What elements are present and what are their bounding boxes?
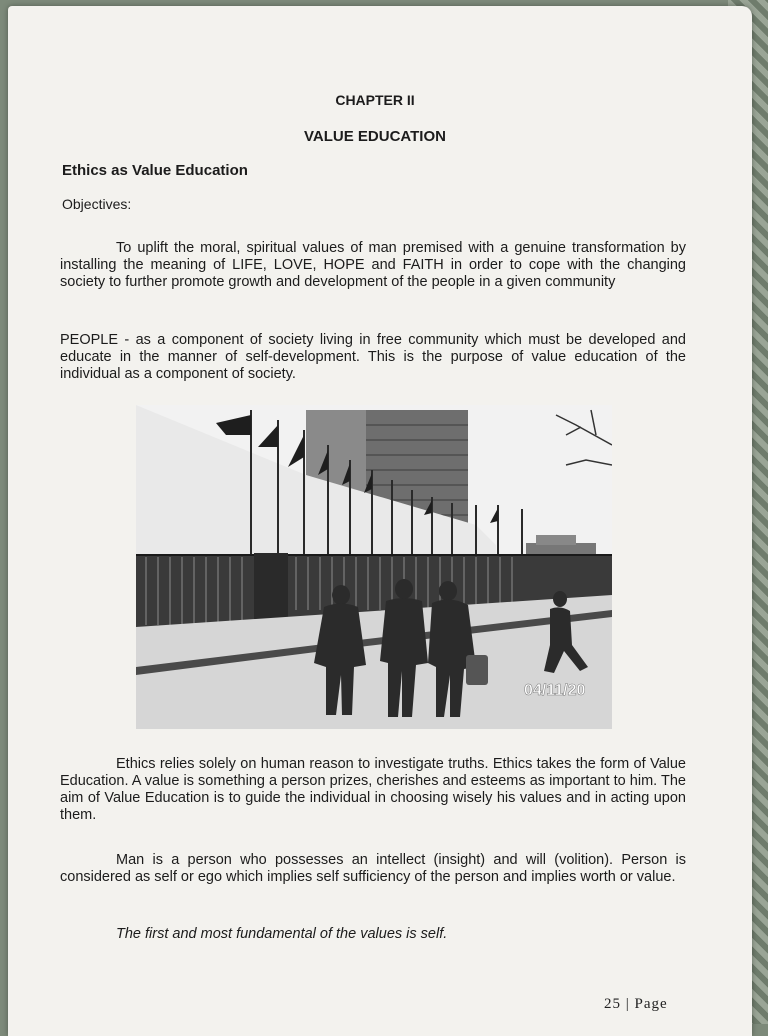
objectives-paragraph: To uplift the moral, spiritual values of man premised with a genuine transformation by installing the meaning of LIFE, LOVE, HOPE and FAITH in order to cope with the changing society to further promote growth and development of the people in a given community	[60, 240, 686, 290]
section-heading: Ethics as Value Education	[62, 162, 248, 179]
man-paragraph: Man is a person who possesses an intellect (insight) and will (volition). Person is considered as self or ego which implies self sufficiency of the person and implies worth or value.	[60, 852, 686, 885]
page-title: VALUE EDUCATION	[304, 128, 446, 145]
page-number: 25 | Page	[604, 996, 668, 1012]
objectives-label: Objectives:	[62, 196, 132, 212]
people-paragraph: PEOPLE - as a component of society living in free community which must be developed and educate in the manner of self-development. This is the purpose of value education of the individual as a component of society.	[60, 332, 686, 382]
photo-illustration	[136, 405, 612, 729]
ethics-paragraph: Ethics relies solely on human reason to investigate truths. Ethics takes the form of Value Education. A value is something a person prizes, cherishes and esteems as important to him. The aim of Value Education is to guide the individual in choosing wisely his values and in acting upon them.	[60, 756, 686, 823]
chapter-heading: CHAPTER II	[335, 92, 415, 108]
closing-statement: The first and most fundamental of the values is self.	[116, 926, 448, 942]
photo-timestamp: 04/11/20	[524, 682, 586, 699]
photo-un-headquarters	[136, 405, 612, 729]
